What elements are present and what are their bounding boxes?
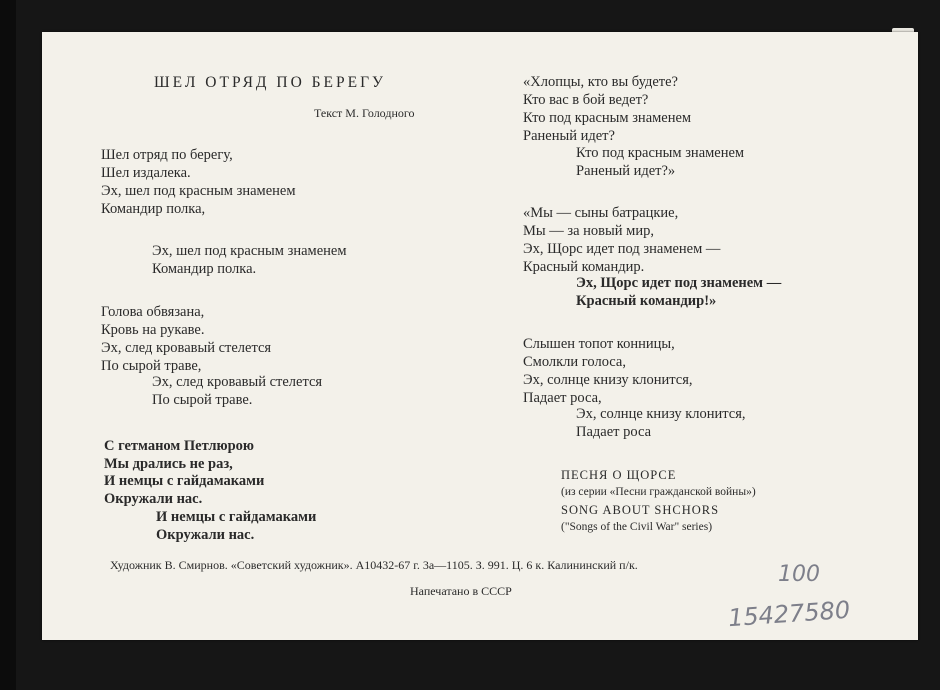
verse-line: Кто под красным знаменем [523, 110, 692, 126]
caption-ru-title: ПЕСНЯ О ЩОРСЕ [561, 468, 677, 482]
pencil-number: 15427580 [727, 595, 851, 633]
verse-line: Командир полка. [152, 261, 257, 277]
verse-line: Кровь на рукаве. [101, 322, 205, 338]
caption-ru-series: (из серии «Песни гражданской войны») [561, 486, 756, 498]
verse-line: Эх, Щорс идет под знаменем — [576, 275, 782, 291]
verse-line: Эх, солнце книзу клонится, [523, 372, 693, 388]
verse-line: Голова обвязана, [101, 304, 205, 320]
song-author: Текст М. Голодного [314, 106, 415, 120]
verse-line: По сырой траве, [101, 358, 202, 374]
verse-line: Окружали нас. [104, 491, 203, 507]
verse-line: Командир полка, [101, 201, 206, 217]
verse-line: Мы — за новый мир, [523, 223, 654, 239]
verse-line: По сырой траве. [152, 392, 253, 408]
verse-line: Эх, шел под красным знаменем [152, 243, 347, 259]
verse-line: Слышен топот конницы, [523, 336, 675, 352]
verse-line: Эх, след кровавый стелется [101, 340, 272, 356]
pencil-price: 100 [778, 562, 820, 587]
verse-line: С гетманом Петлюрою [104, 438, 254, 454]
verse-line: Шел издалека. [101, 165, 191, 181]
dark-border [0, 0, 16, 690]
verse-line: Эх, шел под красным знаменем [101, 183, 296, 199]
printed-in-ussr: Напечатано в СССР [410, 584, 512, 598]
verse-line: Падает роса, [523, 390, 602, 406]
verse-line: Эх, Щорс идет под знаменем — [523, 241, 721, 257]
verse-line: Раненый идет?» [576, 163, 676, 179]
imprint-line: Художник В. Смирнов. «Советский художник». А10432-67 г. 3а—1105. З. 991. Ц. 6 к. Калининский п/к. [110, 558, 638, 572]
postcard [42, 32, 918, 640]
verse-line: Падает роса [576, 424, 652, 440]
verse-line: «Хлопцы, кто вы будете? [523, 74, 678, 90]
verse-line: Эх, след кровавый стелется [152, 374, 323, 390]
verse-line: Раненый идет? [523, 128, 615, 144]
caption-en-series: ("Songs of the Civil War" series) [561, 521, 713, 533]
verse-line: Шел отряд по берегу, [101, 147, 233, 163]
verse-line: Кто под красным знаменем [576, 145, 745, 161]
verse-line: Смолкли голоса, [523, 354, 626, 370]
verse-line: И немцы с гайдамаками [156, 509, 317, 525]
verse-line: Кто вас в бой ведет? [523, 92, 649, 108]
verse-line: Красный командир!» [576, 293, 717, 309]
verse-line: Эх, солнце книзу клонится, [576, 406, 746, 422]
verse-line: «Мы — сыны батрацкие, [523, 205, 679, 221]
verse-line: Мы дрались не раз, [104, 456, 233, 472]
verse-line: И немцы с гайдамаками [104, 473, 265, 489]
verse-line: Красный командир. [523, 259, 645, 275]
caption-en-title: SONG ABOUT SHCHORS [561, 503, 720, 517]
verse-line: Окружали нас. [156, 527, 255, 543]
song-title: ШЕЛ ОТРЯД ПО БЕРЕГУ [154, 74, 387, 91]
